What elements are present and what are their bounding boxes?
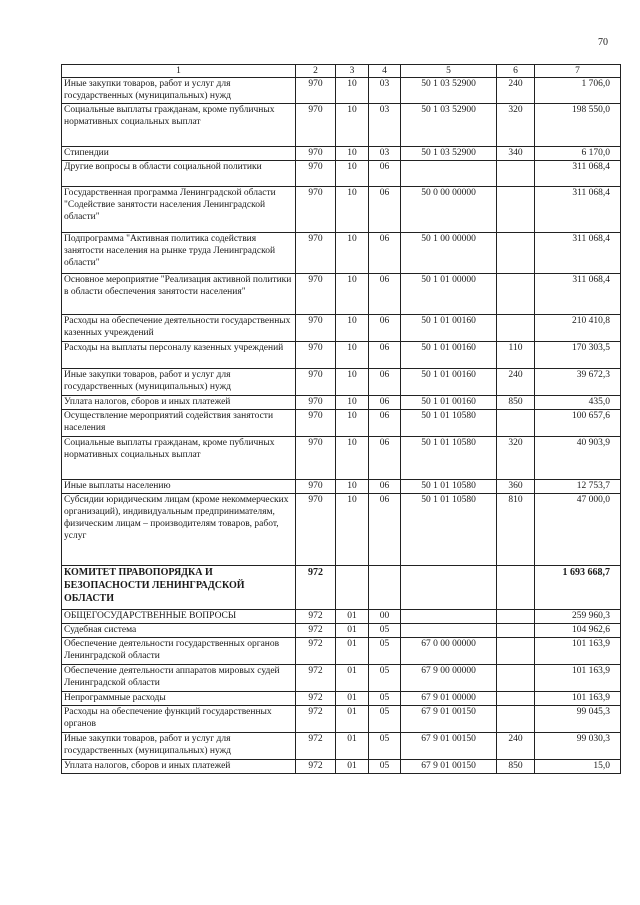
- table-row: [62, 437, 621, 480]
- cell-expense-type: 320: [497, 437, 535, 480]
- cell-subsection: 06: [369, 480, 401, 494]
- cell-amount: 210 410,8: [535, 315, 621, 342]
- cell-expense-type: 850: [497, 760, 535, 774]
- cell-section: 10: [336, 78, 369, 104]
- cell-section: 01: [336, 665, 369, 692]
- cell-amount: 1 706,0: [535, 78, 621, 104]
- cell-target-article: [401, 624, 497, 638]
- cell-section: 10: [336, 437, 369, 480]
- table-row: [62, 610, 621, 624]
- row-name: Осуществление мероприятий содействия занятости населения: [62, 410, 296, 437]
- row-name: Субсидии юридическим лицам (кроме некоммерческих организаций), индивидуальным предпринимателям, физическим лицам – производителям товаров, работ, услуг: [62, 494, 296, 566]
- column-header: 1: [62, 65, 296, 78]
- cell-amount: 40 903,9: [535, 437, 621, 480]
- cell-ministry-code: 972: [296, 665, 336, 692]
- cell-section: 10: [336, 315, 369, 342]
- row-name: КОМИТЕТ ПРАВОПОРЯДКА И БЕЗОПАСНОСТИ ЛЕНИНГРАДСКОЙ ОБЛАСТИ: [62, 566, 296, 610]
- cell-target-article: 67 9 01 00150: [401, 760, 497, 774]
- column-header: 7: [535, 65, 621, 78]
- table-row: [62, 410, 621, 437]
- cell-expense-type: 810: [497, 494, 535, 566]
- row-name: Социальные выплаты гражданам, кроме публичных нормативных социальных выплат: [62, 437, 296, 480]
- cell-section: 10: [336, 274, 369, 315]
- cell-ministry-code: 970: [296, 494, 336, 566]
- row-name: Уплата налогов, сборов и иных платежей: [62, 396, 296, 410]
- cell-amount: 311 068,4: [535, 161, 621, 187]
- cell-expense-type: [497, 315, 535, 342]
- row-name: Иные закупки товаров, работ и услуг для государственных (муниципальных) нужд: [62, 369, 296, 396]
- cell-amount: 101 163,9: [535, 665, 621, 692]
- row-name: Государственная программа Ленинградской области "Содействие занятости населения Ленинградской области": [62, 187, 296, 233]
- cell-subsection: 06: [369, 369, 401, 396]
- cell-amount: 101 163,9: [535, 638, 621, 665]
- cell-section: 10: [336, 187, 369, 233]
- row-name: Непрограммные расходы: [62, 692, 296, 706]
- cell-amount: 170 303,5: [535, 342, 621, 369]
- cell-section: 10: [336, 233, 369, 274]
- cell-amount: 99 045,3: [535, 706, 621, 733]
- cell-section: 10: [336, 410, 369, 437]
- table-row: [62, 342, 621, 369]
- cell-subsection: 06: [369, 315, 401, 342]
- cell-amount: 39 672,3: [535, 369, 621, 396]
- cell-target-article: 50 1 03 52900: [401, 78, 497, 104]
- cell-target-article: 50 1 03 52900: [401, 147, 497, 161]
- cell-subsection: 06: [369, 437, 401, 480]
- cell-expense-type: [497, 610, 535, 624]
- cell-ministry-code: 970: [296, 147, 336, 161]
- cell-expense-type: [497, 624, 535, 638]
- cell-amount: 101 163,9: [535, 692, 621, 706]
- column-header: 4: [369, 65, 401, 78]
- cell-expense-type: [497, 410, 535, 437]
- cell-amount: 198 550,0: [535, 104, 621, 147]
- cell-section: 01: [336, 733, 369, 760]
- row-name: Стипендии: [62, 147, 296, 161]
- cell-ministry-code: 972: [296, 566, 336, 610]
- row-name: Судебная система: [62, 624, 296, 638]
- table-row: [62, 706, 621, 733]
- cell-subsection: 06: [369, 233, 401, 274]
- cell-target-article: 50 1 01 10580: [401, 494, 497, 566]
- cell-expense-type: 360: [497, 480, 535, 494]
- cell-amount: 435,0: [535, 396, 621, 410]
- cell-ministry-code: 970: [296, 233, 336, 274]
- cell-ministry-code: 972: [296, 638, 336, 665]
- cell-subsection: 05: [369, 665, 401, 692]
- row-name: ОБЩЕГОСУДАРСТВЕННЫЕ ВОПРОСЫ: [62, 610, 296, 624]
- cell-subsection: 05: [369, 692, 401, 706]
- cell-target-article: 50 1 01 00160: [401, 342, 497, 369]
- cell-ministry-code: 970: [296, 480, 336, 494]
- cell-expense-type: 850: [497, 396, 535, 410]
- cell-section: 10: [336, 494, 369, 566]
- table-row: [62, 494, 621, 566]
- cell-amount: 1 693 668,7: [535, 566, 621, 610]
- cell-subsection: 03: [369, 147, 401, 161]
- cell-ministry-code: 972: [296, 706, 336, 733]
- table-row: [62, 233, 621, 274]
- row-name: Расходы на обеспечение функций государственных органов: [62, 706, 296, 733]
- cell-amount: 100 657,6: [535, 410, 621, 437]
- cell-ministry-code: 970: [296, 437, 336, 480]
- cell-section: 01: [336, 760, 369, 774]
- cell-target-article: 50 1 03 52900: [401, 104, 497, 147]
- row-name: Уплата налогов, сборов и иных платежей: [62, 760, 296, 774]
- cell-expense-type: 110: [497, 342, 535, 369]
- cell-target-article: 50 1 01 10580: [401, 437, 497, 480]
- cell-target-article: 50 1 01 10580: [401, 410, 497, 437]
- cell-subsection: 00: [369, 610, 401, 624]
- table-row: [62, 480, 621, 494]
- cell-target-article: 50 1 01 10580: [401, 480, 497, 494]
- cell-subsection: 06: [369, 396, 401, 410]
- cell-ministry-code: 970: [296, 342, 336, 369]
- cell-target-article: [401, 161, 497, 187]
- cell-target-article: 67 9 01 00000: [401, 692, 497, 706]
- cell-expense-type: 240: [497, 733, 535, 760]
- cell-section: 10: [336, 104, 369, 147]
- cell-target-article: 50 1 01 00000: [401, 274, 497, 315]
- cell-subsection: 03: [369, 104, 401, 147]
- cell-subsection: 05: [369, 706, 401, 733]
- cell-section: 10: [336, 147, 369, 161]
- cell-expense-type: [497, 274, 535, 315]
- cell-target-article: 67 9 00 00000: [401, 665, 497, 692]
- cell-ministry-code: 972: [296, 760, 336, 774]
- cell-subsection: 06: [369, 410, 401, 437]
- cell-subsection: 06: [369, 494, 401, 566]
- row-name: Иные закупки товаров, работ и услуг для государственных (муниципальных) нужд: [62, 733, 296, 760]
- table-row: [62, 274, 621, 315]
- cell-expense-type: [497, 566, 535, 610]
- cell-expense-type: 240: [497, 78, 535, 104]
- cell-section: 10: [336, 161, 369, 187]
- cell-subsection: 06: [369, 187, 401, 233]
- table-row: [62, 638, 621, 665]
- cell-ministry-code: 970: [296, 274, 336, 315]
- cell-target-article: 50 1 01 00160: [401, 315, 497, 342]
- header-row: [62, 65, 621, 78]
- cell-amount: 6 170,0: [535, 147, 621, 161]
- cell-target-article: 67 0 00 00000: [401, 638, 497, 665]
- table-row: [62, 315, 621, 342]
- cell-subsection: 06: [369, 342, 401, 369]
- cell-ministry-code: 972: [296, 610, 336, 624]
- row-name: Обеспечение деятельности государственных органов Ленинградской области: [62, 638, 296, 665]
- cell-amount: 99 030,3: [535, 733, 621, 760]
- cell-subsection: 05: [369, 760, 401, 774]
- cell-ministry-code: 970: [296, 161, 336, 187]
- cell-section: [336, 566, 369, 610]
- row-name: Социальные выплаты гражданам, кроме публичных нормативных социальных выплат: [62, 104, 296, 147]
- cell-target-article: 67 9 01 00150: [401, 733, 497, 760]
- cell-ministry-code: 970: [296, 396, 336, 410]
- cell-amount: 311 068,4: [535, 233, 621, 274]
- cell-amount: 15,0: [535, 760, 621, 774]
- cell-ministry-code: 970: [296, 78, 336, 104]
- cell-amount: 12 753,7: [535, 480, 621, 494]
- table-row: [62, 78, 621, 104]
- table-row: [62, 566, 621, 610]
- row-name: Подпрограмма "Активная политика содействия занятости населения на рынке труда Ленинградской области": [62, 233, 296, 274]
- cell-target-article: [401, 566, 497, 610]
- cell-amount: 311 068,4: [535, 187, 621, 233]
- table-row: [62, 733, 621, 760]
- cell-expense-type: [497, 706, 535, 733]
- table-row: [62, 187, 621, 233]
- cell-subsection: [369, 566, 401, 610]
- cell-expense-type: [497, 665, 535, 692]
- column-header: 5: [401, 65, 497, 78]
- table-row: [62, 104, 621, 147]
- cell-expense-type: 340: [497, 147, 535, 161]
- cell-target-article: 50 1 01 00160: [401, 396, 497, 410]
- cell-ministry-code: 970: [296, 410, 336, 437]
- row-name: Основное мероприятие "Реализация активной политики в области обеспечения занятости населения": [62, 274, 296, 315]
- cell-ministry-code: 970: [296, 369, 336, 396]
- cell-subsection: 05: [369, 624, 401, 638]
- cell-ministry-code: 970: [296, 187, 336, 233]
- table-row: [62, 665, 621, 692]
- table-row: [62, 369, 621, 396]
- cell-ministry-code: 970: [296, 315, 336, 342]
- row-name: Иные закупки товаров, работ и услуг для государственных (муниципальных) нужд: [62, 78, 296, 104]
- cell-subsection: 05: [369, 733, 401, 760]
- cell-target-article: [401, 610, 497, 624]
- cell-expense-type: [497, 161, 535, 187]
- cell-section: 01: [336, 692, 369, 706]
- table-row: [62, 396, 621, 410]
- cell-ministry-code: 972: [296, 733, 336, 760]
- row-name: Другие вопросы в области социальной политики: [62, 161, 296, 187]
- table-row: [62, 147, 621, 161]
- row-name: Обеспечение деятельности аппаратов мировых судей Ленинградской области: [62, 665, 296, 692]
- cell-section: 10: [336, 369, 369, 396]
- cell-ministry-code: 972: [296, 624, 336, 638]
- table-row: [62, 161, 621, 187]
- cell-amount: 47 000,0: [535, 494, 621, 566]
- cell-subsection: 06: [369, 161, 401, 187]
- cell-ministry-code: 972: [296, 692, 336, 706]
- cell-target-article: 50 1 00 00000: [401, 233, 497, 274]
- cell-expense-type: 320: [497, 104, 535, 147]
- column-header: 6: [497, 65, 535, 78]
- cell-expense-type: 240: [497, 369, 535, 396]
- table-row: [62, 624, 621, 638]
- cell-target-article: 67 9 01 00150: [401, 706, 497, 733]
- row-name: Расходы на обеспечение деятельности государственных казенных учреждений: [62, 315, 296, 342]
- cell-subsection: 06: [369, 274, 401, 315]
- cell-amount: 311 068,4: [535, 274, 621, 315]
- cell-amount: 259 960,3: [535, 610, 621, 624]
- column-header: 3: [336, 65, 369, 78]
- cell-section: 01: [336, 624, 369, 638]
- table-row: [62, 692, 621, 706]
- cell-expense-type: [497, 233, 535, 274]
- row-name: Расходы на выплаты персоналу казенных учреждений: [62, 342, 296, 369]
- cell-expense-type: [497, 638, 535, 665]
- cell-target-article: 50 1 01 00160: [401, 369, 497, 396]
- cell-ministry-code: 970: [296, 104, 336, 147]
- cell-subsection: 03: [369, 78, 401, 104]
- cell-expense-type: [497, 187, 535, 233]
- cell-section: 01: [336, 638, 369, 665]
- cell-subsection: 05: [369, 638, 401, 665]
- row-name: Иные выплаты населению: [62, 480, 296, 494]
- cell-section: 10: [336, 396, 369, 410]
- page-number: 70: [598, 37, 608, 48]
- cell-target-article: 50 0 00 00000: [401, 187, 497, 233]
- cell-section: 10: [336, 342, 369, 369]
- table-row: [62, 760, 621, 774]
- cell-section: 01: [336, 610, 369, 624]
- cell-section: 10: [336, 480, 369, 494]
- budget-table: [61, 64, 621, 774]
- cell-amount: 104 962,6: [535, 624, 621, 638]
- table-body: [62, 78, 621, 774]
- cell-section: 01: [336, 706, 369, 733]
- column-header: 2: [296, 65, 336, 78]
- cell-expense-type: [497, 692, 535, 706]
